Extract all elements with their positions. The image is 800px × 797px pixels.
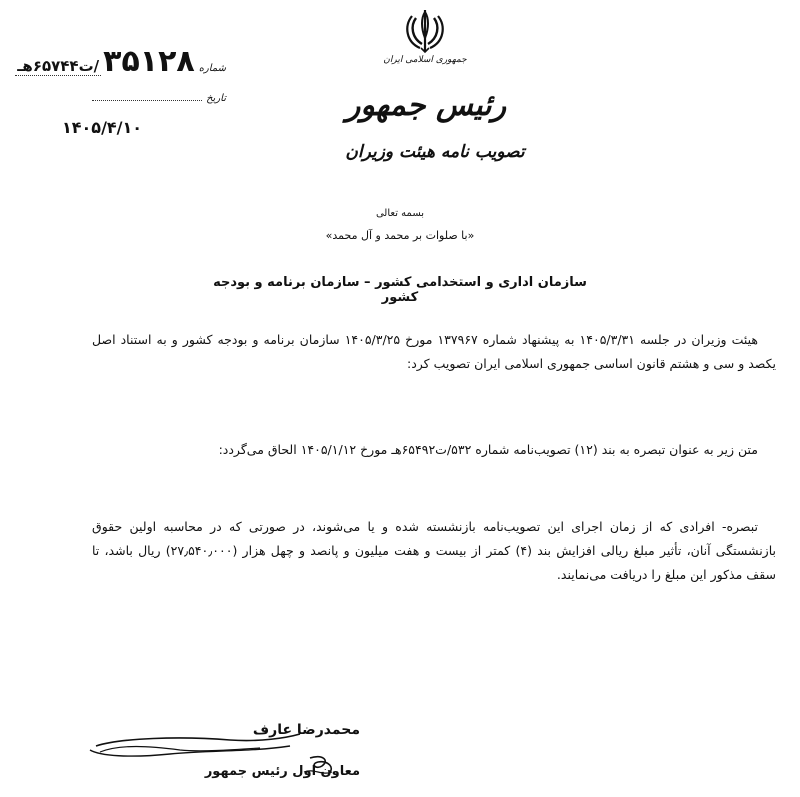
body-paragraph-1 xyxy=(92,328,776,376)
body-paragraph-2 xyxy=(92,438,776,462)
signer-title: معاون اول رئیس جمهور xyxy=(204,764,360,779)
invocation xyxy=(250,203,550,247)
handwritten-date: ۱۴۰۵/۴/۱۰ xyxy=(62,118,143,137)
body-paragraph-3 xyxy=(92,515,776,587)
invocation-line-2: «با صلوات بر محمد و آل محمد» xyxy=(325,229,475,242)
signer-name: محمدرضا عارف xyxy=(252,722,360,738)
presidency-title: رئیس جمهور xyxy=(345,88,507,123)
addressee: سازمان اداری و استخدامی کشور – سازمان برنامه و بودجه کشور xyxy=(213,275,587,305)
reference-date-row xyxy=(92,88,226,104)
reference-number: ۳۵۱۲۸ xyxy=(103,44,195,79)
paragraph-1-text: هیئت وزیران در جلسه ۱۴۰۵/۳/۳۱ به پیشنهاد شماره ۱۳۷۹۶۷ مورخ ۱۴۰۵/۳/۲۵ سازمان برنامه و بودجه کشور و به استناد اصل یکصد و سی و هشتم قانون اساسی جمهوری اسلامی ایران تصویب کرد: xyxy=(92,332,776,371)
date-dotted-line xyxy=(92,88,202,101)
number-label: شماره xyxy=(198,63,226,74)
paragraph-3-text: تبصره- افرادی که از زمان اجرای این تصویب‌نامه بازنشسته شده و یا می‌شوند، در صورتی که در محاسبه اولین حقوق بازنشستگی آنان، تأثیر مبلغ ریالی افزایش بند (۴) کمتر از بیست و هفت میلیون و پانصد و چهل هزار (۲۷٫۵۴۰٫۰۰۰) ریال باشد، تا سقف مذکور این مبلغ را دریافت می‌نمایند. xyxy=(92,519,777,582)
invocation-line-1: بسمه تعالی xyxy=(375,208,425,219)
paragraph-2-text: متن زیر به عنوان تبصره به بند (۱۲) تصویب‌نامه شماره ۵۳۲/ت۶۵۴۹۲هـ مورخ ۱۴۰۵/۱/۱۲ الحاق می‌گردد: xyxy=(218,442,758,457)
reference-code: /ت۶۵۷۴۴هـ xyxy=(17,57,100,75)
date-label: تاریخ xyxy=(206,93,226,104)
cabinet-resolution-title: تصویب نامه هیئت وزیران xyxy=(345,142,525,162)
iran-emblem-icon xyxy=(404,8,446,54)
country-name: جمهوری اسلامی ایران xyxy=(383,55,467,65)
reference-number-row xyxy=(15,44,226,79)
signature-block xyxy=(60,716,360,796)
